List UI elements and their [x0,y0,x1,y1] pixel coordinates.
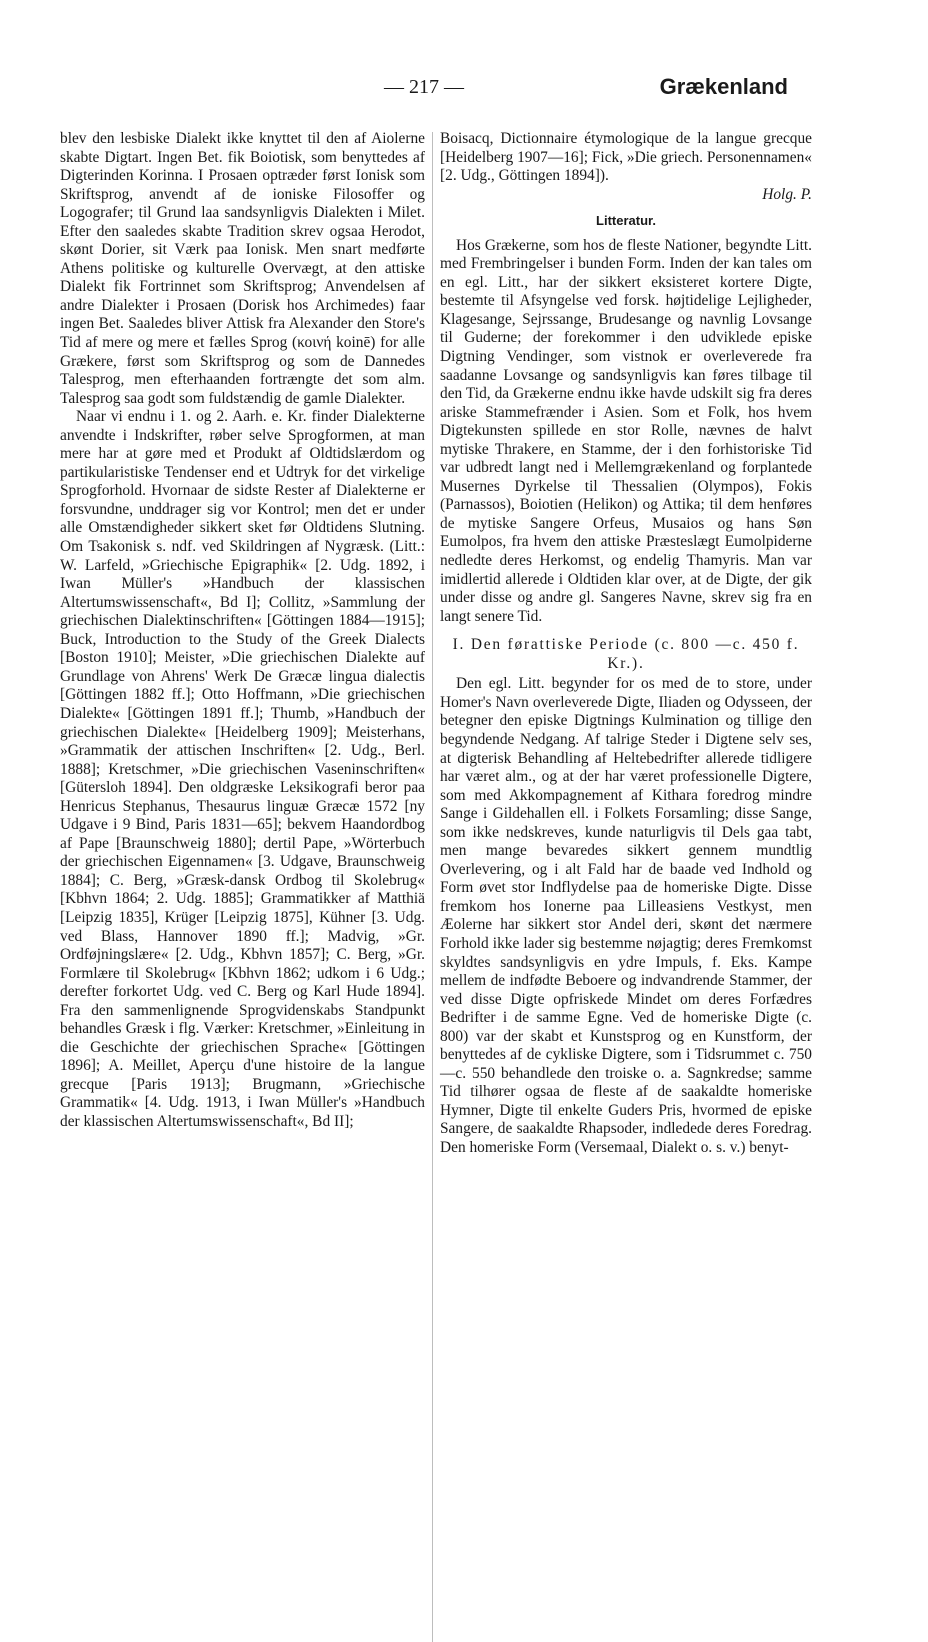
right-column [440,130,812,1158]
running-head: Grækenland [659,74,788,99]
paragraph: Hos Grækerne, som hos de fleste Nationer, begyndte Litt. med Frembringelser i bunden Form. Inden der kan tales om en egl. Litt., har der sikkert eksisteret kortere Digte, bestemte til Afsyngelse ved forsk. højtidelige Lejligheder, Klagesange, Sejrssange, Brudesange og navnlig Lovsange til Guderne; der forekommer i den udviklede episke Digtning Vendinger, som vistnok er overleverede fra saadanne Lovsange og sandsynligvis kan føres tilbage til den Tid, da Grækerne endnu ikke havde udskilt sig fra deres ariske Stammefrænder i Asien. Som et Folk, hos hvem Digtekunsten spillede en stor Rolle, nævnes de halvt mytiske Thrakere, en Stamme, der i den forhistoriske Tid var udbredt langt ned i Mellemgrækenland og forplantede Musernes Dyrkelse til Thessalien (Olympos), Fokis (Parnassos), Boiotien (Helikon) og Attika; til dem henføres de mytiske Sangere Orfeus, Musaios og hans Søn Eumolpos, fra hvem den attiske Præsteslægt Eumolpiderne nedledte deres Herkomst, og endelig Thamyris. Man var imidlertid allerede i Oldtiden klar over, at de Digte, der gik under disse og andre gl. Sangeres Navne, skrev sig fra en langt senere Tid. [440,236,812,625]
left-column [60,130,425,1132]
paragraph: Boisacq, Dictionnaire étymologique de la langue grecque [Heidelberg 1907—16]; Fick, »Die griech. Personennamen« [2. Udg., Göttingen 1894]). [440,130,812,185]
column-divider [432,132,433,1642]
section-heading: Litteratur. [596,213,656,229]
paragraph: Naar vi endnu i 1. og 2. Aarh. e. Kr. finder Dialekterne anvendte i Indskrifter, røber selve Sprogformen, at man mere har at gøre med et Produkt af Oldtidslærdom og partikularistiske Tendenser end et Udtryk for det virkelige Sprogforhold. Hvornaar de sidste Rester af Dialekterne er forsvundne, unddrager sig vor Kontrol; men det er under alle Omstændigheder sikkert sket før Oldtidens Slutning. Om Tsakonisk s. ndf. ved Skildringen af Nygræsk. (Litt.: W. Larfeld, »Griechische Epigraphik« [2. Udg. 1892, i Iwan Müller's »Handbuch der klassischen Altertumswissenschaft«, Bd I]; Collitz, »Sammlung der griechischen Dialektinschriften« [Göttingen 1884—1915]; Buck, Introduction to the Study of the Greek Dialects [Boston 1910]; Meister, »Die griechischen Dialekte auf Grundlage von Ahrens' Werk De Græcæ lingua dialectis [Göttingen 1882 ff.]; Otto Hoffmann, »Die griechischen Dialekte« [Göttingen 1891 ff.]; Thumb, »Handbuch der griechischen Dialekte« [Heidelberg 1909]; Meisterhans, »Grammatik der attischen Inschriften« [2. Udg., Berl. 1888]; Kretschmer, »Die griechischen Vaseninschriften« [Gütersloh 1894]. Den oldgræske Leksikografi beror paa Henricus Stephanus, Thesaurus linguæ Græcæ 1572 [ny Udgave i 9 Bind, Paris 1831—65]; bekvem Haandordbog af Pape [Braunschweig 1880]; dertil Pape, »Wörterbuch der griechischen Eigennamen« [3. Udgave, Braunschweig 1884]; C. Berg, »Græsk-dansk Ordbog til Skolebrug« [Kbhvn 1864; 2. Udg. 1885]; Grammatikker af Matthiä [Leipzig 1835], Krüger [Leipzig 1875], Kühner [3. Udg. ved Blass, Hannover 1890 ff.]; Madvig, »Gr. Ordføjningslære« [2. Udg., Kbhvn 1857]; C. Berg, »Gr. Formlære til Skolebrug« [Kbhvn 1862; udkom i 6 Udg.; derefter forkortet Udg. ved C. Berg og Karl Hude 1894]. Fra den sammenlignende Sprogvidenskabs Standpunkt behandles Græsk i flg. Værker: Kretschmer, »Einleitung in die Geschichte der griechischen Sprache« [Göttingen 1896]; A. Meillet, Aperçu d'une histoire de la langue grecque [Paris 1913]; Brugmann, »Griechische Grammatik« [4. Udg. 1913, i Iwan Müller's »Handbuch der klassischen Altertumswissenschaft«, Bd II]; [60,408,425,1130]
page-number: — 217 — [384,76,464,98]
subsection-heading: I. Den førattiske Periode (c. 800 —c. 450 f. Kr.). [452,636,800,672]
paragraph: Den egl. Litt. begynder for os med de to store, under Homer's Navn overleverede Digte, Iliaden og Odysseen, der betegner den episke Digtnings Kulmination og tillige den begyndende Nedgang. Af talrige Steder i Digtene selv ses, at digterisk Behandling af Heltebedrifter allerede tidligere har været alm., og at der har været professionelle Digtere, som med Akkompagnement af Kithara foredrog mindre Sange i Gildehallen ell. i Folkets Forsamling; disse Sange, som ikke nedskreves, kunde naturligvis til Dels gaa tabt, men mange bevaredes sikkert gennem mundtlig Overlevering, og i alt Fald har de baade ved Indhold og Form øvet stor Indflydelse paa de homeriske Digte. Disse fremkom hos Ionerne paa Lilleasiens Vestkyst, men Æolerne har sikkert stor Andel deri, skønt det nærmere Forhold ikke lader sig bestemme nøjagtig; deres Fremkomst skyldtes sandsynligvis en ydre Impuls, f. Eks. Kampe mellem de indfødte Beboere og indvandrende Stammer, der ved disse Digte opfriskede Mindet om deres Forfædres Bedrifter i de samme Egne. Ved de homeriske Digte (c. 800) var der skabt et Kunstsprog og en Kunstform, der benyttedes af de cykliske Digtere, som i Tidsrummet c. 750—c. 550 behandlede den troiske o. a. Sagnkredse; samme Tid tilhører ogsaa de fleste af de saakaldte homeriske Hymner, Digte til enkelte Guders Pris, hvormed de episke Sangere, de saakaldte Rhapsoder, indledede deres Foredrag. Den homeriske Form (Versemaal, Dialekt o. s. v.) benyt- [440,675,812,1156]
author-signature: Holg. P. [762,185,812,203]
paragraph: blev den lesbiske Dialekt ikke knyttet til den af Aiolerne skabte Digtart. Ingen Bet. fik Boiotisk, som benyttedes af Digterinden Korinna. I Prosaen optræder først Ionisk som Skriftsprog, anvendt af de ioniske Filosoffer og Logografer; til Grund laa sandsynligvis Dialekten i Milet. Efter den saaledes skabte Tradition skrev ogsaa Herodot, skønt Dorier, sit Værk paa Ionisk. Men snart medførte Athens politiske og kulturelle Overvægt, at den attiske Dialekt fik Fortrinnet som Skriftsprog; Anvendelsen af andre Dialekter i Prosaen (Dorisk hos Archimedes) faar ingen Bet. Saaledes bliver Attisk fra Alexander den Store's Tid af mere og mere et fælles Sprog (κοινή koinē) for alle Grækere, først som Skriftsprog og som de Dannedes Talesprog, men efterhaanden fortrængte det som alm. Talesprog saa godt som fuldstændig de gamle Dialekter. [60,130,425,407]
page-header [60,76,788,106]
